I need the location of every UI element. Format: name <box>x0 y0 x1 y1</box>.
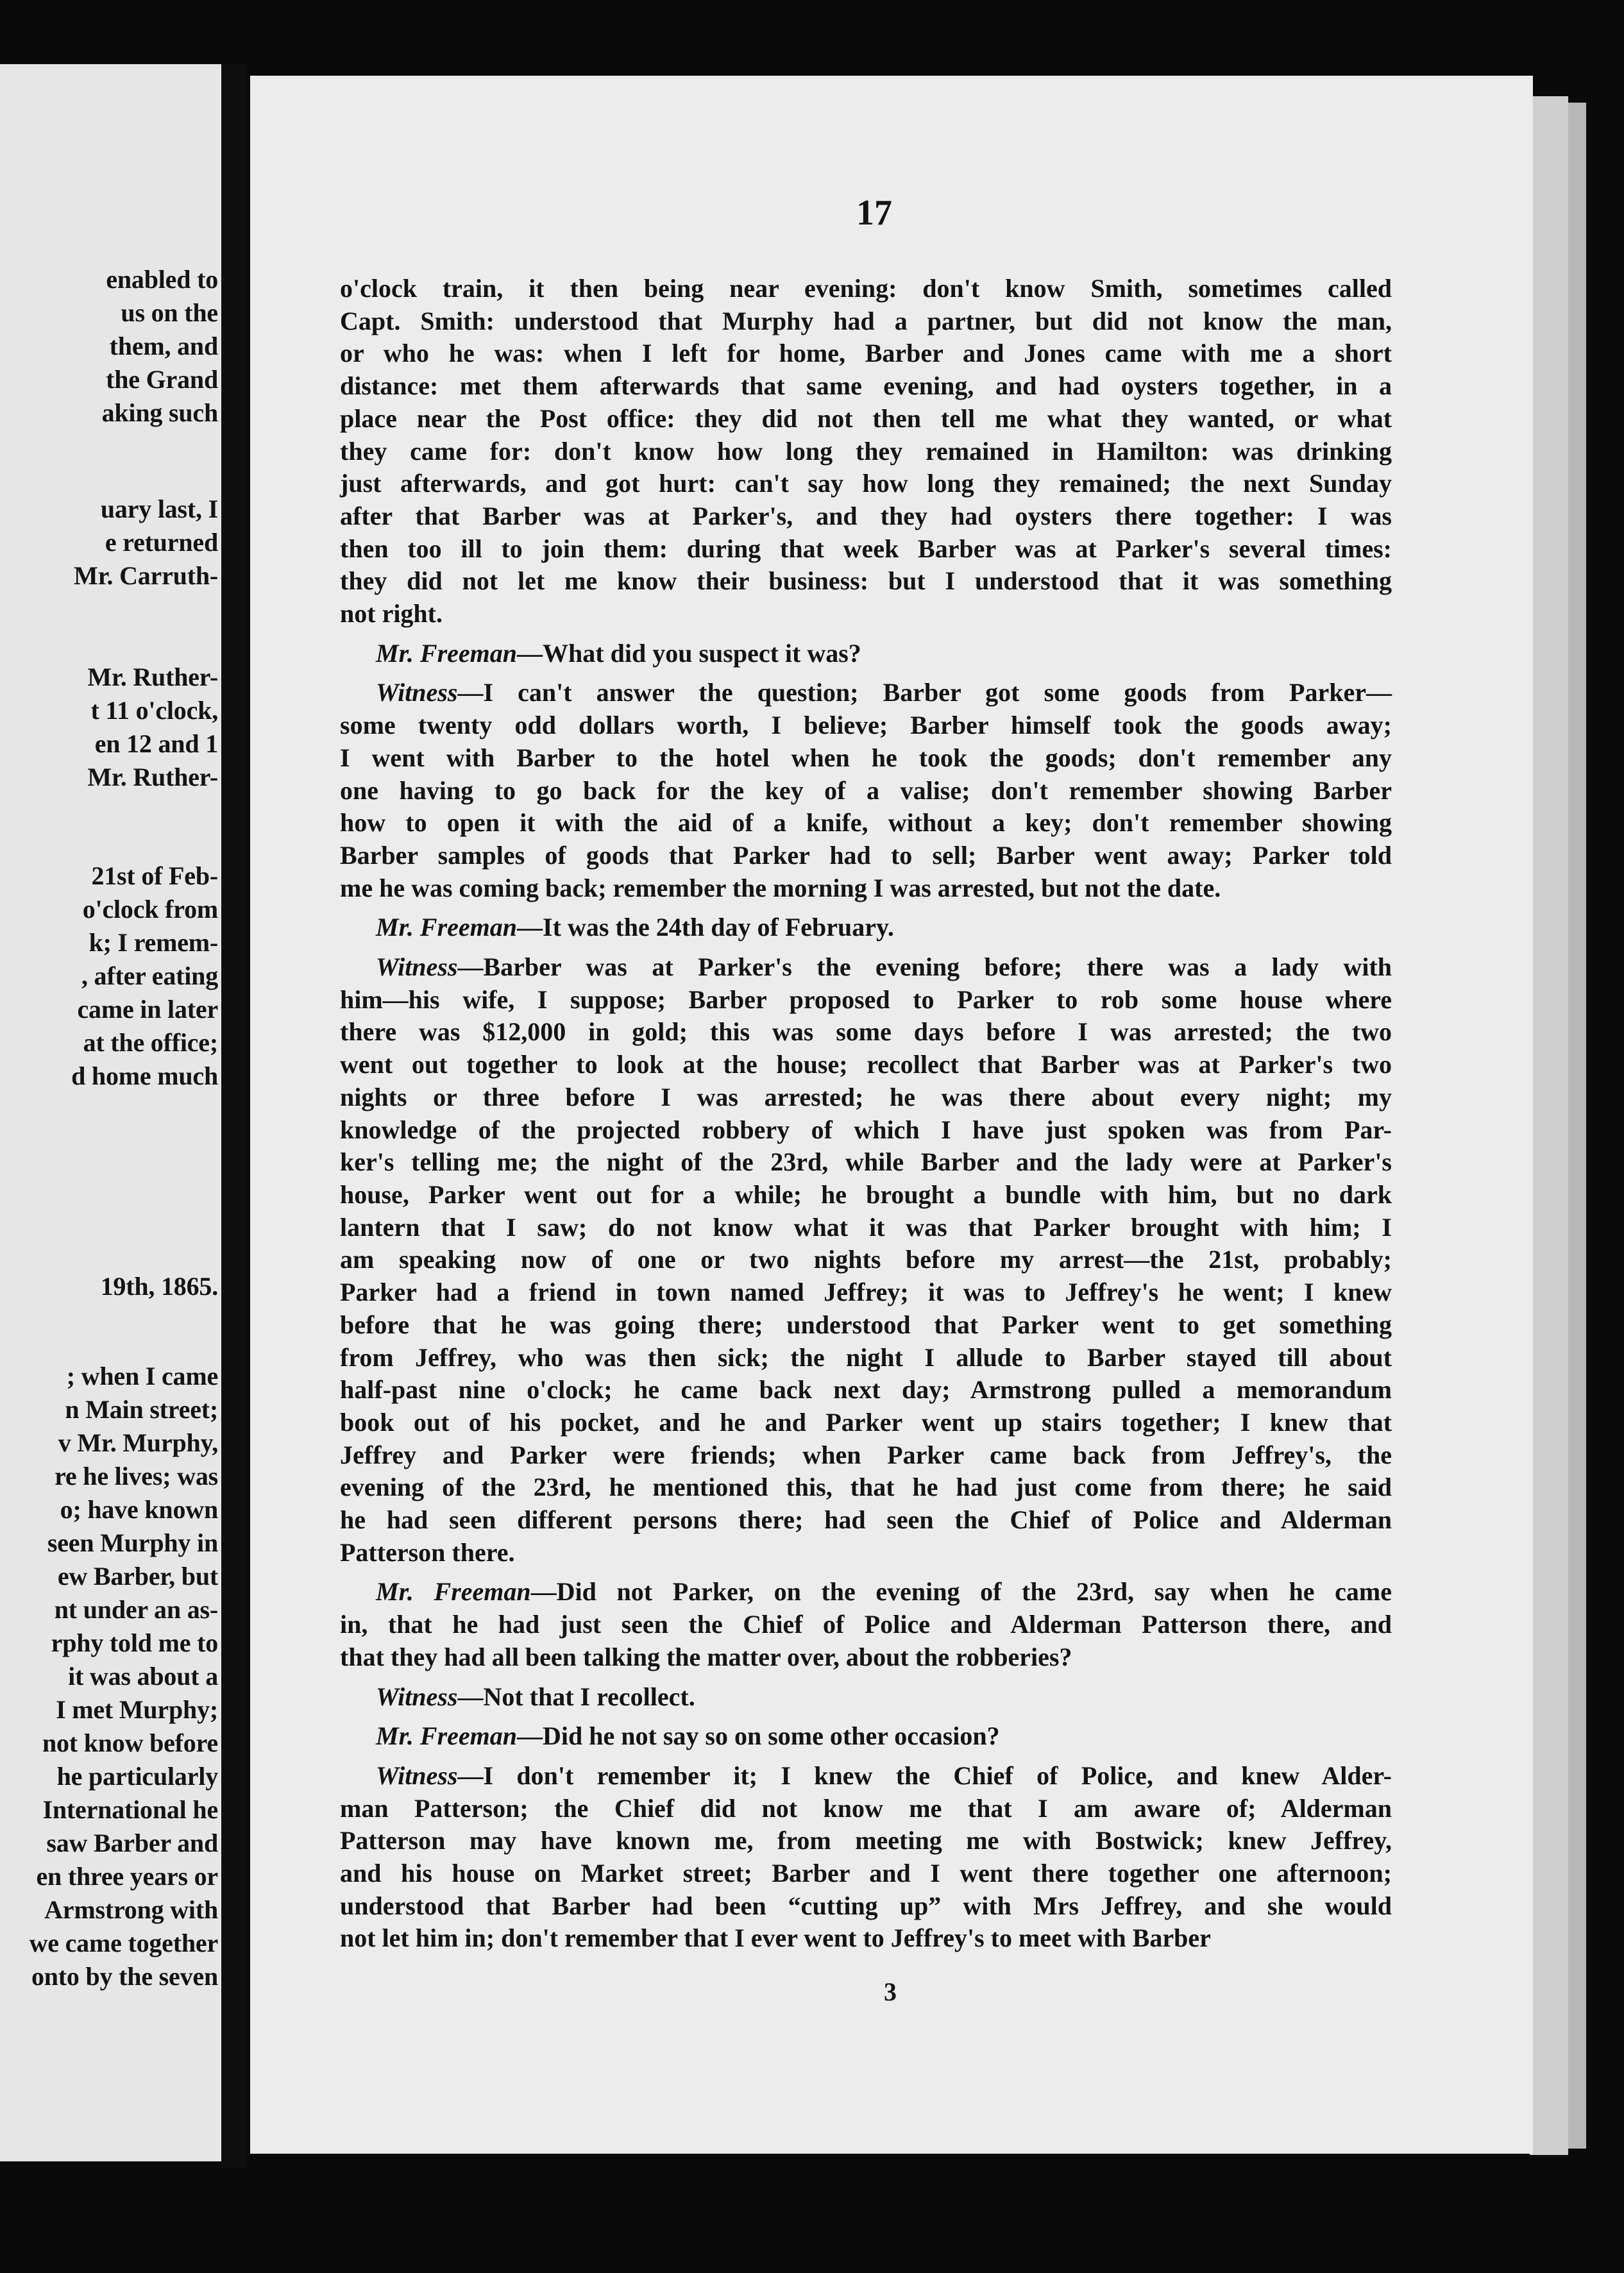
left-page-line: he particularly <box>56 1762 218 1791</box>
text-line: evening of the 23rd, he mentioned this, that he had just come from there; he said <box>340 1473 1392 1502</box>
left-page-line: ew Barber, but <box>57 1562 218 1591</box>
text-line: from Jeffrey, who was then sick; the night I allude to Barber stayed till about <box>340 1342 1392 1372</box>
text-line: am speaking now of one or two nights before my arrest—the 21st, probably; <box>340 1245 1392 1274</box>
speaker-name: Mr. Freeman <box>376 1721 518 1751</box>
left-page-line: at the office; <box>83 1028 218 1057</box>
left-page-line: not know before <box>42 1728 218 1757</box>
left-page-line: Armstrong with <box>44 1895 218 1924</box>
left-page-line: ; when I came <box>66 1362 218 1390</box>
left-page-line: the Grand <box>106 365 218 394</box>
text-line <box>340 1576 1392 1609</box>
text-line: they came for: don't know how long they remained in Hamilton: was drinking <box>340 436 1392 466</box>
text-line: in, that he had just seen the Chief of Police and Alderman Patterson there, and <box>340 1610 1392 1639</box>
body-text <box>340 273 1392 1955</box>
left-page-line: o'clock from <box>82 895 218 924</box>
text-line: o'clock train, it then being near evening: don't know Smith, sometimes called <box>340 274 1392 303</box>
text-line <box>340 911 1392 944</box>
text-line: Jeffrey and Parker were friends; when Parker came back from Jeffrey's, the <box>340 1440 1392 1469</box>
left-page-line: 19th, 1865. <box>100 1272 218 1301</box>
text-line: one having to go back for the key of a valise; don't remember showing Barber <box>340 775 1392 805</box>
left-page-line: en three years or <box>36 1862 218 1891</box>
text-line <box>340 1681 1392 1714</box>
speaker-name: Mr. Freeman <box>376 638 518 668</box>
speaker-name: Mr. Freeman <box>376 913 518 942</box>
left-page-line: onto by the seven <box>31 1962 218 1991</box>
line-text: —Not that I recollect. <box>457 1682 695 1711</box>
text-line: Capt. Smith: understood that Murphy had a partner, but did not know the man, <box>340 306 1392 335</box>
text-line: Patterson there. <box>340 1537 515 1567</box>
text-line <box>340 1720 1392 1753</box>
left-page-line: n Main street; <box>65 1395 218 1424</box>
left-page-line: v Mr. Murphy, <box>58 1428 218 1457</box>
text-line <box>340 1760 1392 1793</box>
text-line: half-past nine o'clock; he came back next day; Armstrong pulled a memorandum <box>340 1375 1392 1405</box>
left-page-line: Mr. Ruther- <box>87 763 218 791</box>
text-line: Patterson may have known me, from meeting me with Bostwick; knew Jeffrey, <box>340 1826 1392 1855</box>
line-text: —What did you suspect it was? <box>517 638 861 668</box>
page-edge-shadow <box>1568 103 1586 2149</box>
text-line: that they had all been talking the matter over, about the robberies? <box>340 1642 1072 1671</box>
left-page-line: nt under an as- <box>54 1595 218 1624</box>
text-line: house, Parker went out for a while; he brought a bundle with him, but no dark <box>340 1179 1392 1209</box>
text-line: Parker had a friend in town named Jeffrey; it was to Jeffrey's he went; I knew <box>340 1278 1392 1307</box>
text-line <box>340 638 1392 670</box>
left-page-line: I met Murphy; <box>56 1695 218 1724</box>
left-page-line: Mr. Ruther- <box>87 663 218 691</box>
left-page-line: o; have known <box>60 1495 218 1524</box>
left-page-line: International he <box>42 1795 218 1824</box>
left-page-line: , after eating <box>81 961 218 990</box>
text-line: or who he was: when I left for home, Barber and Jones came with me a short <box>340 339 1392 368</box>
text-line: just afterwards, and got hurt: can't say how long they remained; the next Sunday <box>340 469 1392 498</box>
text-line: me he was coming back; remember the morning I was arrested, but not the date. <box>340 873 1221 902</box>
text-line: I went with Barber to the hotel when he took the goods; don't remember any <box>340 743 1392 772</box>
speaker-name: Mr. Freeman <box>376 1577 531 1607</box>
left-page-line: re he lives; was <box>55 1462 218 1491</box>
left-page-line: d home much <box>71 1061 218 1090</box>
left-page-line: en 12 and 1 <box>94 729 218 758</box>
text-line: went out together to look at the house; recollect that Barber was at Parker's two <box>340 1050 1392 1079</box>
text-line <box>340 677 1392 709</box>
left-page-line: Mr. Carruth- <box>74 561 218 590</box>
text-line: how to open it with the aid of a knife, without a key; don't remember showing <box>340 808 1392 838</box>
left-page-line: t 11 o'clock, <box>90 696 218 725</box>
text-line: Barber samples of goods that Parker had to sell; Barber went away; Parker told <box>340 840 1392 870</box>
left-facing-page <box>0 64 221 2161</box>
text-line: some twenty odd dollars worth, I believe; Barber himself took the goods away; <box>340 711 1392 740</box>
text-line: there was $12,000 in gold; this was some days before I was arrested; the two <box>340 1017 1392 1047</box>
text-line: nights or three before I was arrested; he was there about every night; my <box>340 1082 1392 1111</box>
text-line: understood that Barber had been “cutting up” with Mrs Jeffrey, and she would <box>340 1891 1392 1920</box>
text-line: after that Barber was at Parker's, and they had oysters there together: I was <box>340 501 1392 530</box>
line-text: —Barber was at Parker's the evening before; there was a lady with <box>457 952 1392 982</box>
text-line: then too ill to join them: during that week Barber was at Parker's several times: <box>340 534 1392 563</box>
text-line: book out of his pocket, and he and Parker went up stairs together; I knew that <box>340 1407 1392 1437</box>
left-page-line: us on the <box>121 298 218 327</box>
left-page-line: k; I remem- <box>89 928 218 957</box>
text-line: knowledge of the projected robbery of which I have just spoken was from Par- <box>340 1115 1392 1144</box>
text-line: before that he was going there; understood that Parker went to get something <box>340 1310 1392 1339</box>
line-text: —It was the 24th day of February. <box>517 913 894 942</box>
line-text: —I can't answer the question; Barber got some goods from Parker— <box>457 678 1392 707</box>
signature-mark: 3 <box>884 1977 897 2006</box>
text-line: distance: met them afterwards that same evening, and had oysters together, in a <box>340 371 1392 401</box>
left-page-line: it was about a <box>68 1662 218 1691</box>
line-text: —Did not Parker, on the evening of the 23rd, say when he came <box>530 1577 1392 1607</box>
page-number: 17 <box>856 193 892 233</box>
text-line: and his house on Market street; Barber and I went there together one afternoon; <box>340 1859 1392 1888</box>
text-line: man Patterson; the Chief did not know me that I am aware of; Alderman <box>340 1793 1392 1823</box>
speaker-name: Witness <box>376 952 458 982</box>
page-edge <box>1530 96 1568 2155</box>
left-page-line: uary last, I <box>100 494 218 523</box>
line-text: —I don't remember it; I knew the Chief of Police, and knew Alder- <box>457 1761 1392 1790</box>
line-text: —Did he not say so on some other occasion? <box>517 1721 1000 1751</box>
left-page-line: aking such <box>101 398 218 427</box>
left-page-line: 21st of Feb- <box>91 861 218 890</box>
text-line: ker's telling me; the night of the 23rd, while Barber and the lady were at Parker's <box>340 1147 1392 1177</box>
speaker-name: Witness <box>376 1682 458 1711</box>
text-line: they did not let me know their business: but I understood that it was something <box>340 566 1392 596</box>
text-line: him—his wife, I suppose; Barber proposed to Parker to rob some house where <box>340 984 1392 1014</box>
left-page-line: rphy told me to <box>51 1628 218 1657</box>
left-page-line: enabled to <box>106 265 218 294</box>
speaker-name: Witness <box>376 1761 458 1790</box>
text-line: not right. <box>340 599 443 629</box>
left-page-line: came in later <box>77 995 218 1024</box>
left-page-line: them, and <box>109 332 218 360</box>
text-line <box>340 951 1392 984</box>
text-line: he had seen different persons there; had seen the Chief of Police and Alderman <box>340 1505 1392 1535</box>
text-line: lantern that I saw; do not know what it was that Parker brought with him; I <box>340 1212 1392 1242</box>
speaker-name: Witness <box>376 678 458 707</box>
left-page-line: seen Murphy in <box>47 1528 218 1557</box>
left-page-line: e returned <box>105 528 218 557</box>
left-page-line: saw Barber and <box>46 1829 218 1857</box>
text-line: place near the Post office: they did not then tell me what they wanted, or what <box>340 403 1392 433</box>
left-page-line: we came together <box>29 1929 218 1957</box>
text-line: not let him in; don't remember that I ever went to Jeffrey's to meet with Barber <box>340 1923 1211 1953</box>
book-gutter <box>221 64 247 2168</box>
